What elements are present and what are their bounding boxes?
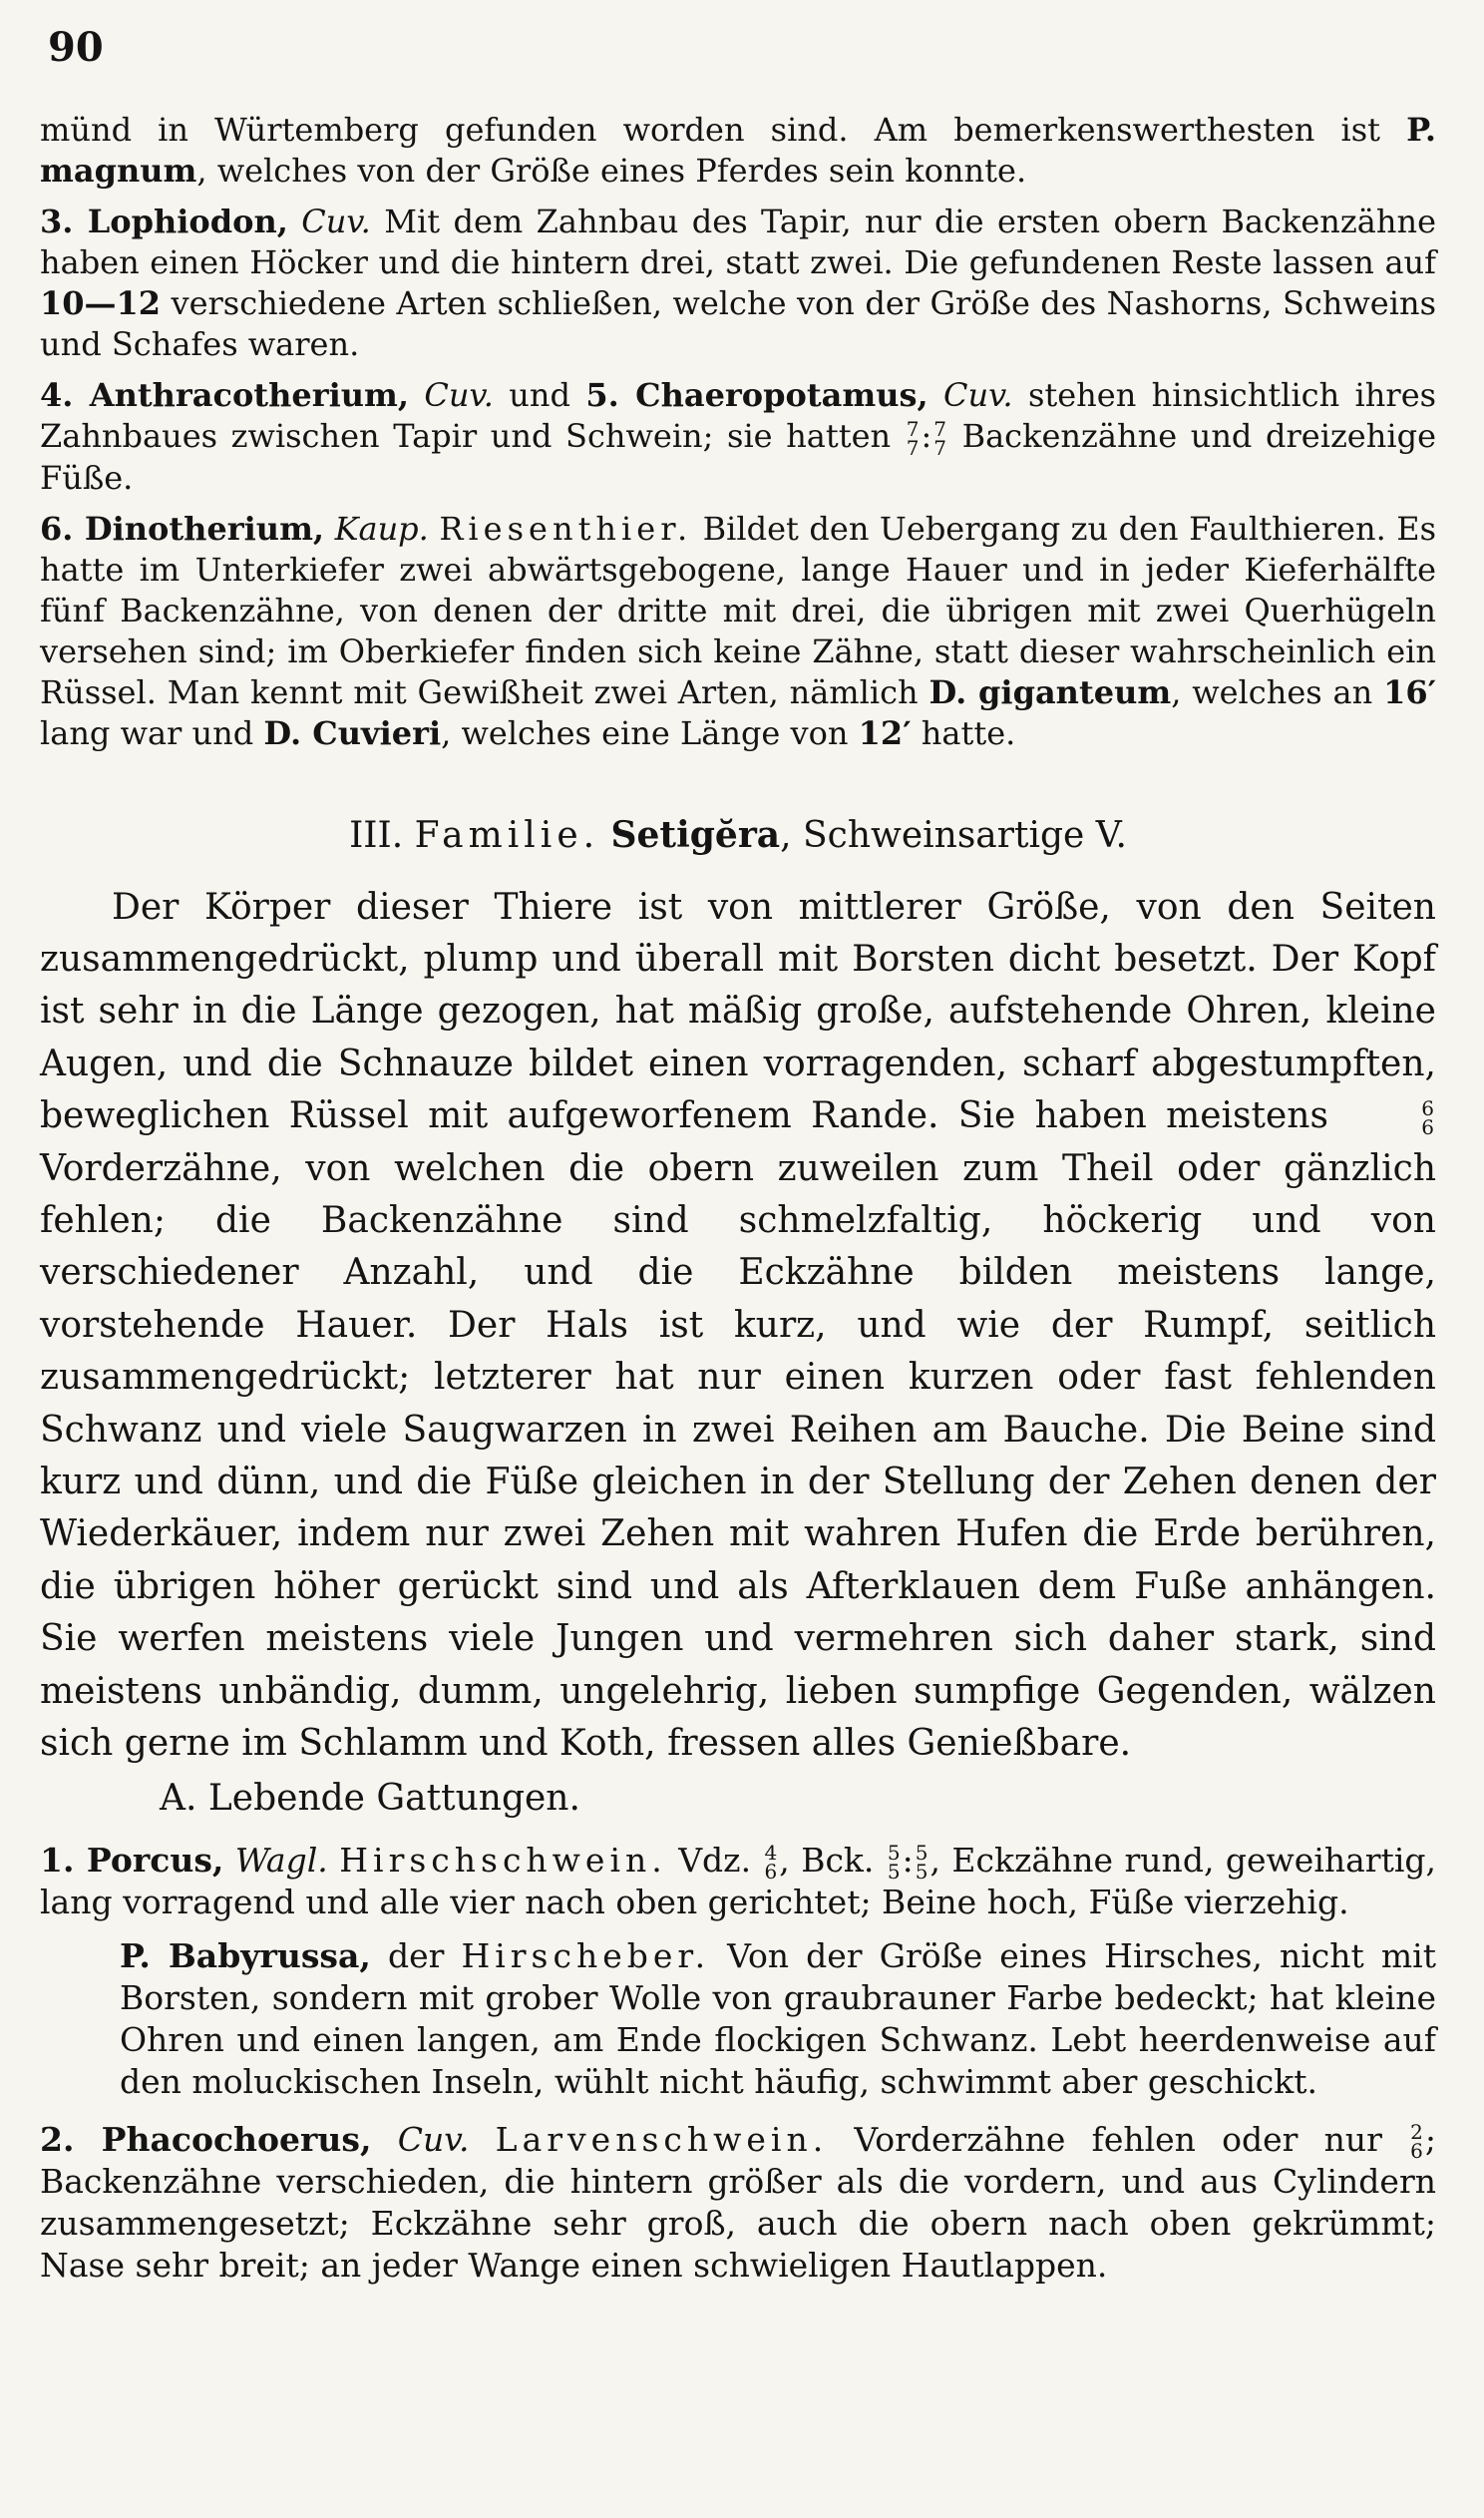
family-description [40, 882, 1436, 1771]
heading-word: Familie. [414, 814, 600, 856]
genus-name: 5. Chaeropotamus, [585, 376, 928, 414]
paragraph-lophiodon [40, 202, 1436, 365]
fraction: 4 6 [764, 1841, 778, 1885]
text: der [370, 1936, 462, 1976]
family-heading [40, 814, 1436, 856]
entry-porcus [40, 1840, 1436, 1923]
paragraph-anthracotherium [40, 375, 1436, 499]
top-section [40, 110, 1436, 754]
fraction: 5 5 [887, 1841, 901, 1885]
genus-name: 3. Lophiodon, [40, 203, 288, 240]
heading-numeral: III. [349, 814, 404, 856]
species-name: D. Cuvieri [263, 713, 442, 752]
fraction: 2 6 [1410, 2120, 1423, 2164]
text: ; Backenzähne verschieden, die hintern größer als die vordern, und aus Cylindern zusammengesetzt; Eckzähne sehr groß, auch die obern nach oben gekrümmt; Nase sehr breit; an jeder Wange einen schwieligen Hautlappen. [40, 2120, 1436, 2286]
genus-name: 4. Anthracotherium, [40, 376, 409, 414]
family-name: Setigĕra [610, 813, 781, 856]
text: , welches an [1171, 672, 1384, 711]
measure: 16′ [1383, 672, 1437, 711]
text: verschiedene Arten schließen, welche von der Größe des Nashorns, Schweins und Schafes waren. [40, 284, 1436, 363]
separator: : [921, 417, 932, 455]
paragraph-intro [40, 110, 1436, 192]
author: Wagl. [234, 1841, 328, 1881]
subheading: A. Lebende Gattungen. [160, 1778, 580, 1820]
text: Von der Größe eines Hirsches, nicht mit Borsten, sondern mit grober Wolle von graubrauner Farbe bedeckt; hat kleine Ohren und einen langen, am Ende flockigen Schwanz. Lebt heerdenweise auf den moluckischen Inseln, wühlt nicht häufig, schwimmt aber geschickt. [120, 1936, 1436, 2102]
common-name: Larvenschwein. [495, 2120, 829, 2160]
species-name: D. giganteum [928, 672, 1172, 711]
text: Vdz. [666, 1841, 763, 1881]
genus-name: 2. Phacochoerus, [40, 2120, 372, 2160]
text: und [493, 376, 586, 414]
number: 10—12 [40, 284, 162, 322]
text: , welches eine Länge von [441, 713, 859, 752]
common-name: Riesenthier. [439, 509, 693, 548]
author: Cuv. [397, 2120, 470, 2160]
measure: 12′ [858, 713, 912, 752]
text: , Bck. [779, 1841, 886, 1881]
separator: : [902, 1841, 914, 1881]
entry-babyrussa [120, 1935, 1436, 2103]
text: Vorderzähne, von welchen die obern zuweilen zum Theil oder gänzlich fehlen; die Backenzähne sind schmelzfaltig, höckerig und von verschiedener Anzahl, und die Eckzähne bilden meistens lange, vorstehende Hauer. Der Hals ist kurz, und wie der Rumpf, seitlich zusammengedrückt; letzterer hat nur einen kurzen oder fast fehlenden Schwanz und viele Saugwarzen in zwei Reihen am Bauche. Die Beine sind kurz und dünn, und die Füße gleichen in der Stellung der Zehen denen der Wiederkäuer, indem nur zwei Zehen mit wahren Hufen die Erde berühren, die übrigen höher gerückt sind und als Afterklauen dem Fuße anhängen. Sie werfen meistens viele Jungen und vermehren sich daher stark, sind meistens unbändig, dumm, ungelehrig, lieben sumpfige Gegenden, wälzen sich gerne im Schlamm und Koth, fressen alles Genießbare. [40, 1147, 1436, 1764]
species-name: P. magnum [40, 111, 1436, 190]
text: lang war und [40, 713, 264, 752]
text: Mit dem Zahnbau des Tapir, nur die ersten obern Backenzähne haben einen Höcker und die hintern drei, statt zwei. Die gefundenen Reste lassen auf [40, 203, 1437, 281]
text: Backenzähne und dreizehige Füße. [40, 417, 1437, 497]
genus-name: 1. Porcus, [40, 1841, 224, 1881]
fraction: 7 7 [906, 416, 920, 460]
text: Vorderzähne fehlen oder nur [828, 2120, 1409, 2160]
author: Kaup. [334, 509, 429, 548]
text: , welches von der Größe eines Pferdes sein konnte. [196, 152, 1027, 190]
author: Cuv. [943, 376, 1013, 414]
species-name: P. Babyrussa, [120, 1936, 371, 1976]
heading-rest: , Schweinsartige V. [780, 814, 1127, 856]
common-name: Hirscheber. [461, 1936, 711, 1976]
entry-phacochoerus [40, 2119, 1436, 2287]
text: Bildet den Uebergang zu den Faulthieren. Es hatte im Unterkiefer zwei abwärtsgebogene, lange Hauer und in jeder Kieferhälfte fünf Backenzähne, von denen der dritte mit drei, die übrigen mit zwei Querhügeln versehen sind; im Oberkiefer finden sich keine Zähne, statt dieser wahrscheinlich ein Rüssel. Man kennt mit Gewißheit zwei Arten, nämlich [40, 509, 1437, 711]
common-name: Hirschschwein. [339, 1841, 667, 1881]
text: , Eckzähne rund, geweihartig, lang vorragend und alle vier nach oben gerichtet; Beine hoch, Füße vierzehig. [40, 1841, 1437, 1922]
text: stehen hinsichtlich ihres Zahnbaues zwischen Tapir und Schwein; sie hatten [40, 376, 1437, 455]
fraction: 6 6 [1421, 1096, 1434, 1140]
fraction: 5 5 [915, 1841, 928, 1885]
genus-name: 6. Dinotherium, [40, 509, 325, 548]
author: Cuv. [424, 376, 494, 414]
author: Cuv. [301, 203, 371, 240]
text: Der Körper dieser Thiere ist von mittlerer Größe, von den Seiten zusammengedrückt, plump und überall mit Borsten dicht besetzt. Der Kopf ist sehr in die Länge gezogen, hat mäßig große, aufstehende Ohren, kleine Augen, und die Schnauze bildet einen vorragenden, scharf abgestumpften, beweglichen Rüssel mit aufgeworfenem Rande. Sie haben meistens [40, 886, 1436, 1137]
page-number: 90 [48, 24, 104, 71]
fraction: 7 7 [933, 416, 946, 460]
paragraph-dinotherium [40, 509, 1436, 754]
text: münd in Würtemberg gefunden worden sind. Am bemerkenswerthesten ist [40, 111, 1407, 149]
text: hatte. [911, 713, 1016, 752]
